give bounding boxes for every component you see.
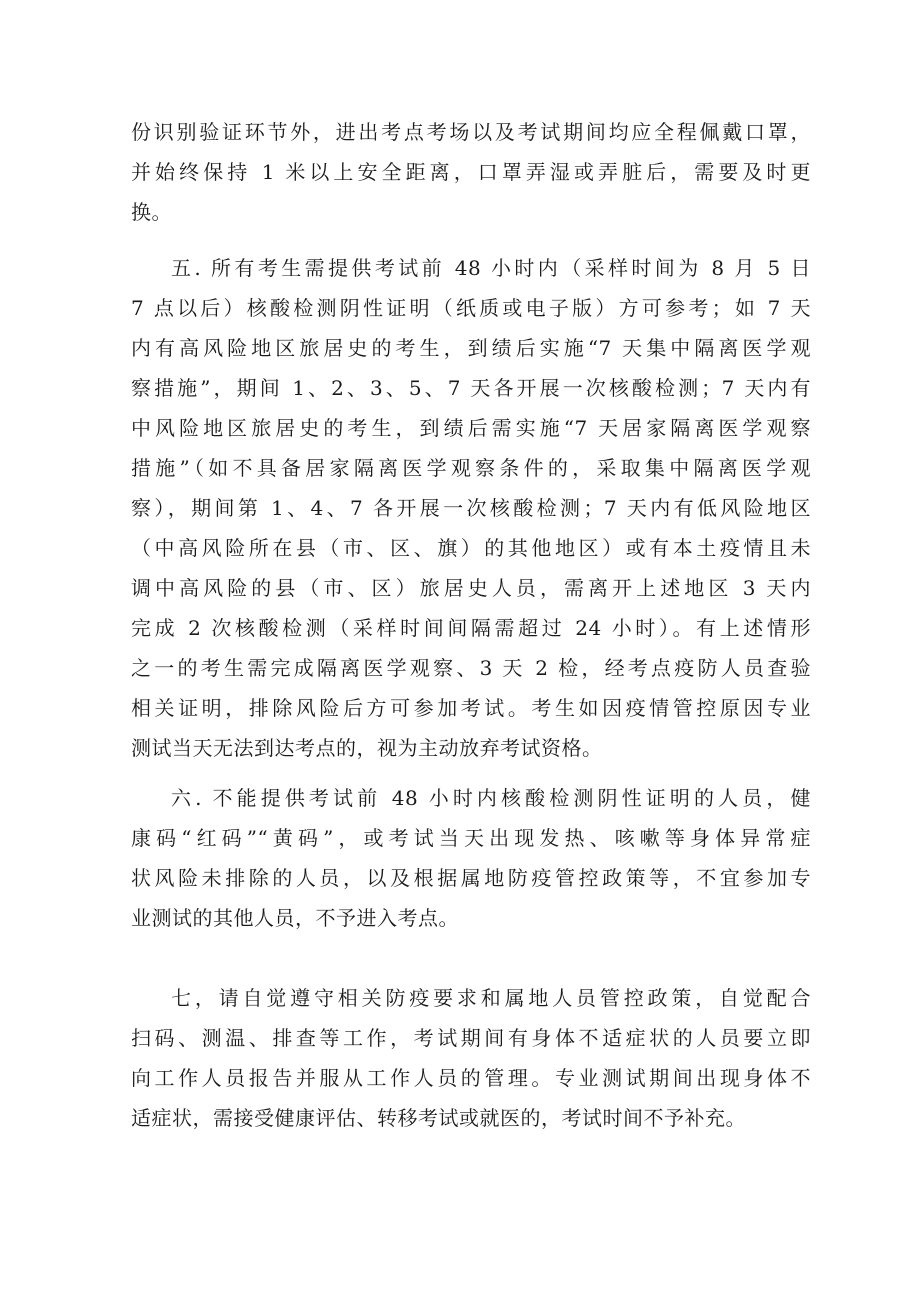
text-line: 内有高风险地区旅居史的考生，到绩后实施“7 天集中隔离医学观 (131, 336, 811, 360)
text-line: 换。 (131, 200, 172, 224)
text-line: 7 点以后）核酸检测阴性证明（纸质或电子版）方可参考；如 7 天 (131, 296, 811, 320)
paragraph-seven (131, 978, 811, 1138)
text-line: 扫码、测温、排查等工作，考试期间有身体不适症状的人员要立即 (131, 1026, 811, 1050)
text-line: 完成 2 次核酸检测（采样时间间隔需超过 24 小时）。有上述情形 (131, 616, 811, 640)
text-line: 之一的考生需完成隔离医学观察、3 天 2 检，经考点疫防人员查验 (131, 656, 811, 680)
paragraph-five (131, 248, 811, 768)
text-line: 业测试的其他人员，不予进入考点。 (131, 906, 459, 930)
text-line: 测试当天无法到达考点的，视为主动放弃考试资格。 (131, 736, 603, 760)
text-line: 六. 不能提供考试前 48 小时内核酸检测阴性证明的人员，健 (171, 786, 811, 810)
text-line: 察措施”，期间 1、2、3、5、7 天各开展一次核酸检测；7 天内有 (131, 376, 811, 400)
text-line: 措施”（如不具备居家隔离医学观察条件的，采取集中隔离医学观 (131, 456, 811, 480)
text-line: （中高风险所在县（市、区、旗）的其他地区）或有本土疫情且未 (131, 536, 811, 560)
text-line: 向工作人员报告并服从工作人员的管理。专业测试期间出现身体不 (131, 1066, 811, 1090)
text-line: 康码“红码”“黄码”，或考试当天出现发热、咳嗽等身体异常症 (131, 826, 811, 850)
text-line: 状风险未排除的人员，以及根据属地防疫管控政策等，不宜参加专 (131, 866, 811, 890)
text-line: 调中高风险的县（市、区）旅居史人员，需离开上述地区 3 天内 (131, 576, 811, 600)
text-line: 中风险地区旅居史的考生，到绩后需实施“7 天居家隔离医学观察 (131, 416, 811, 440)
text-line: 适症状，需接受健康评估、转移考试或就医的，考试时间不予补充。 (131, 1106, 746, 1130)
text-line: 份识别验证环节外，进出考点考场以及考试期间均应全程佩戴口罩， (131, 120, 811, 144)
text-line: 五. 所有考生需提供考试前 48 小时内（采样时间为 8 月 5 日 (171, 256, 811, 280)
paragraph-continuation (131, 112, 811, 232)
text-line: 七，请自觉遵守相关防疫要求和属地人员管控政策，自觉配合 (171, 986, 811, 1010)
text-line: 察），期间第 1、4、7 各开展一次核酸检测；7 天内有低风险地区 (131, 496, 811, 520)
text-line: 相关证明，排除风险后方可参加考试。考生如因疫情管控原因专业 (131, 696, 811, 720)
paragraph-six (131, 778, 811, 938)
text-line: 并始终保持 1 米以上安全距离，口罩弄湿或弄脏后，需要及时更 (131, 160, 811, 184)
